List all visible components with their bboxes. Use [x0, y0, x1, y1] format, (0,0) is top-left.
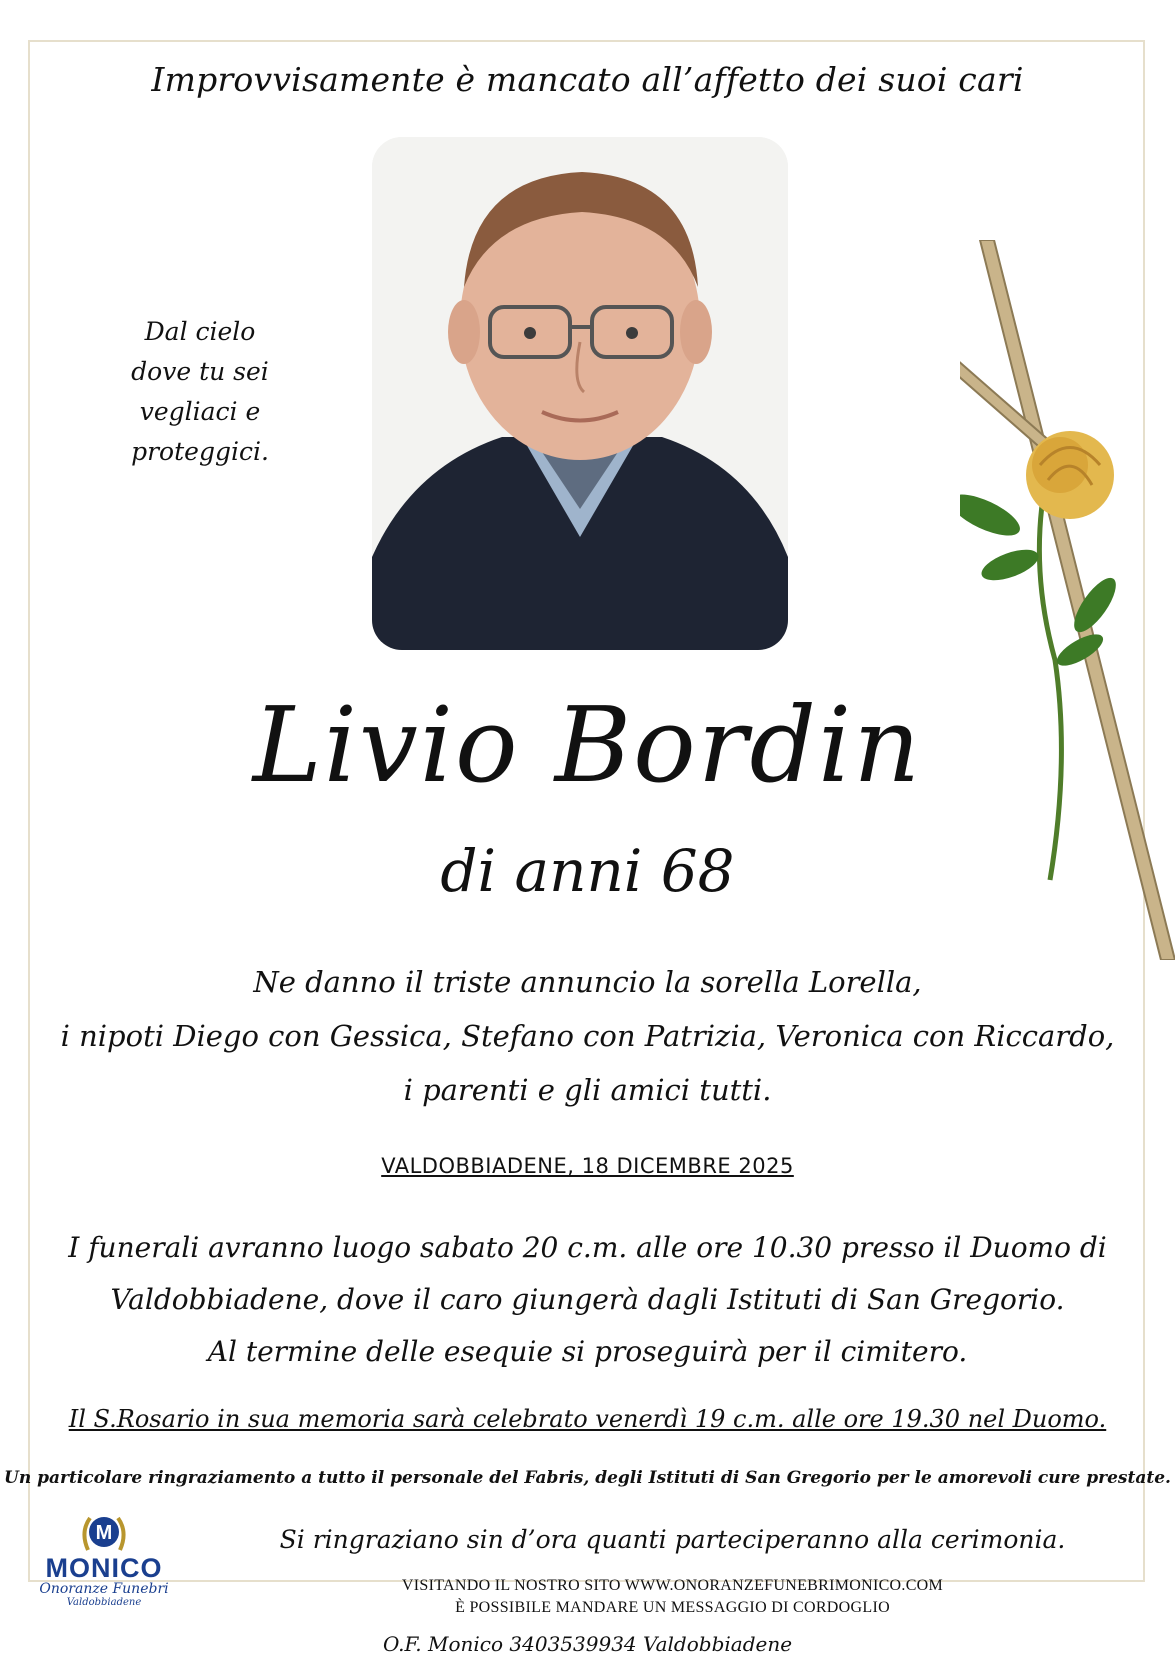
announcement [0, 955, 1175, 1117]
age-line: di anni 68 [440, 837, 735, 905]
announcement-line: i nipoti Diego con Gessica, Stefano con Patrizia, Veronica con Riccardo, [60, 1019, 1115, 1053]
funeral-info [0, 1222, 1175, 1326]
side-quote-line: Dal cielo [144, 317, 256, 346]
announcement-line: i parenti e gli amici tutti. [403, 1073, 772, 1107]
cemetery-line: Al termine delle esequie si proseguirà per il cimitero. [207, 1335, 968, 1368]
logo-emblem-icon [80, 1510, 128, 1556]
header-line: Improvvisamente è mancato all’affetto dei suoi cari [151, 60, 1024, 99]
deceased-name: Livio Bordin [252, 684, 923, 806]
portrait-photo [372, 137, 788, 650]
announcement-line: Ne danno il triste annuncio la sorella Lorella, [253, 965, 922, 999]
rose-flower [1026, 431, 1114, 519]
funeral-info-line: Valdobbiadene, dove il caro giungerà dagli Istituti di San Gregorio. [110, 1283, 1065, 1316]
place-date: VALDOBBIADENE, 18 DICEMBRE 2025 [381, 1154, 794, 1178]
side-quote-line: vegliaci e [139, 397, 261, 426]
rose-leaf [978, 543, 1043, 586]
monico-logo [36, 1510, 172, 1625]
site-notice-line: VISITANDO IL NOSTRO SITO WWW.ONORANZEFUNEBRIMONICO.COM [401, 1577, 944, 1594]
rosary-line: Il S.Rosario in sua memoria sarà celebrato venerdì 19 c.m. alle ore 19.30 nel Duomo. [68, 1405, 1107, 1433]
funeral-info-line: I funerali avranno luogo sabato 20 c.m. alle ore 10.30 presso il Duomo di [68, 1231, 1107, 1264]
logo-place: Valdobbiadene [66, 1597, 142, 1608]
side-quote [120, 312, 280, 472]
logo-letter: M [95, 1522, 113, 1544]
footer-contact: O.F. Monico 3403539934 Valdobbiadene [382, 1632, 793, 1656]
thanks-staff: Un particolare ringraziamento a tutto il personale del Fabris, degli Istituti di San Gregorio per le amorevoli cure prestate. [4, 1468, 1171, 1488]
logo-subtitle: Onoranze Funebri [39, 1581, 169, 1597]
site-notice [170, 1575, 1175, 1619]
logo-name: MONICO [45, 1553, 163, 1583]
side-quote-line: proteggici. [131, 437, 269, 466]
thanks-all: Si ringraziano sin d’ora quanti parteciperanno alla cerimonia. [279, 1525, 1066, 1554]
portrait-illustration [372, 137, 788, 650]
site-notice-line: È POSSIBILE MANDARE UN MESSAGGIO DI CORDOGLIO [455, 1599, 890, 1616]
rose-leaf [960, 486, 1025, 543]
side-quote-line: dove tu sei [131, 357, 269, 386]
